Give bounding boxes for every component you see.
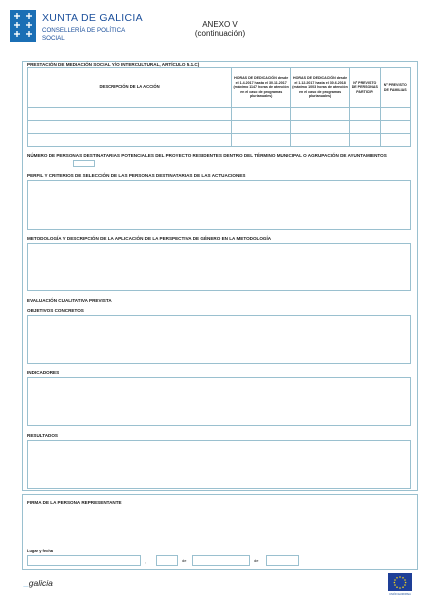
table-title: PRESTACIÓN DE MEDIACIÓN SOCIAL Y/O INTERCULTURAL, ARTÍCULO 5.1.C) <box>27 62 200 67</box>
de-separator-1: de <box>182 558 187 563</box>
col-hours-2018: HORAS DE DEDICACIÓN desde el 1.12.2017 hasta el 30.6.2018 (máximo 1003 horas de atención en el caso de programas plurianuales) <box>291 68 350 108</box>
num-persons-label: NÚMERO DE PERSONAS DESTINATARIAS POTENCIALES DEL PROYECTO RESIDENTES DENTRO DEL TÉRMINO MUNICIPAL O AGRUPACIÓN DE AYUNTAMIENTOS <box>27 153 387 158</box>
table-row <box>28 108 411 121</box>
cell-input[interactable] <box>291 121 350 134</box>
cell-input[interactable] <box>291 134 350 147</box>
brand-title: XUNTA DE GALICIA <box>42 12 143 24</box>
cell-input[interactable] <box>28 134 232 147</box>
cell-input[interactable] <box>291 108 350 121</box>
cell-input[interactable] <box>232 134 291 147</box>
galicia-wordmark: galicia <box>28 578 53 588</box>
methodology-label: METODOLOGÍA Y DESCRIPCIÓN DE LA APLICACIÓN DE LA PERSPECTIVA DE GÉNERO EN LA METODOLOGÍA <box>27 236 272 241</box>
cell-input[interactable] <box>350 121 381 134</box>
cell-input[interactable] <box>28 121 232 134</box>
cell-input[interactable] <box>232 108 291 121</box>
year-input[interactable] <box>266 555 299 566</box>
comma-separator: , <box>145 559 147 564</box>
cell-input[interactable] <box>232 121 291 134</box>
cell-input[interactable] <box>350 134 381 147</box>
xunta-logo-icon <box>10 10 36 42</box>
results-textarea[interactable] <box>27 440 411 489</box>
annex-title: ANEXO V <box>202 20 238 29</box>
cell-input[interactable] <box>350 108 381 121</box>
evaluation-label: EVALUACIÓN CUALITATIVA PREVISTA <box>27 298 112 303</box>
cell-input[interactable] <box>380 121 410 134</box>
department-line-2: SOCIAL <box>42 34 65 42</box>
col-families: Nº PREVISTO DE FAMILIAS <box>380 68 410 108</box>
department-name <box>42 27 125 42</box>
profile-textarea[interactable] <box>27 180 411 230</box>
cell-input[interactable] <box>380 134 410 147</box>
num-persons-input[interactable] <box>73 160 95 167</box>
actions-table <box>27 67 411 147</box>
profile-label: PERFIL Y CRITERIOS DE SELECCIÓN DE LAS PERSONAS DESTINATARIAS DE LAS ACTUACIONES <box>27 173 246 178</box>
results-label: RESULTADOS <box>27 433 58 438</box>
col-description: DESCRIPCIÓN DE LA ACCIÓN <box>28 68 232 108</box>
methodology-textarea[interactable] <box>27 243 411 291</box>
signature-title: FIRMA DE LA PERSONA REPRESENTANTE <box>27 500 122 505</box>
indicators-label: INDICADORES <box>27 370 60 375</box>
col-hours-2017: HORAS DE DEDICACIÓN desde el 1.4.2017 hasta el 30.11.2017 (máximo 1147 horas de atención en el caso de programas plurianuales) <box>232 68 291 108</box>
annex-heading <box>180 20 260 38</box>
eu-flag-icon <box>388 573 412 591</box>
table-row <box>28 121 411 134</box>
table-row <box>28 134 411 147</box>
cell-input[interactable] <box>28 108 232 121</box>
de-separator-2: de <box>254 558 259 563</box>
annex-subtitle: (continuación) <box>194 29 246 38</box>
month-input[interactable] <box>192 555 250 566</box>
cell-input[interactable] <box>380 108 410 121</box>
indicators-textarea[interactable] <box>27 377 411 426</box>
objectives-label: OBJETIVOS CONCRETOS <box>27 308 84 313</box>
galicia-mark-icon: _ <box>24 578 29 588</box>
col-persons: Nº PREVISTO DE PERSONAS PARTICIP. <box>350 68 381 108</box>
place-date-label: Lugar y fecha <box>27 548 54 553</box>
place-input[interactable] <box>27 555 141 566</box>
department-line-1: CONSELLERÍA DE POLÍTICA <box>42 27 126 34</box>
eu-label: UNIÓN EUROPEA <box>389 593 411 596</box>
galicia-footer-logo <box>24 578 53 588</box>
objectives-textarea[interactable] <box>27 315 411 364</box>
day-input[interactable] <box>156 555 178 566</box>
